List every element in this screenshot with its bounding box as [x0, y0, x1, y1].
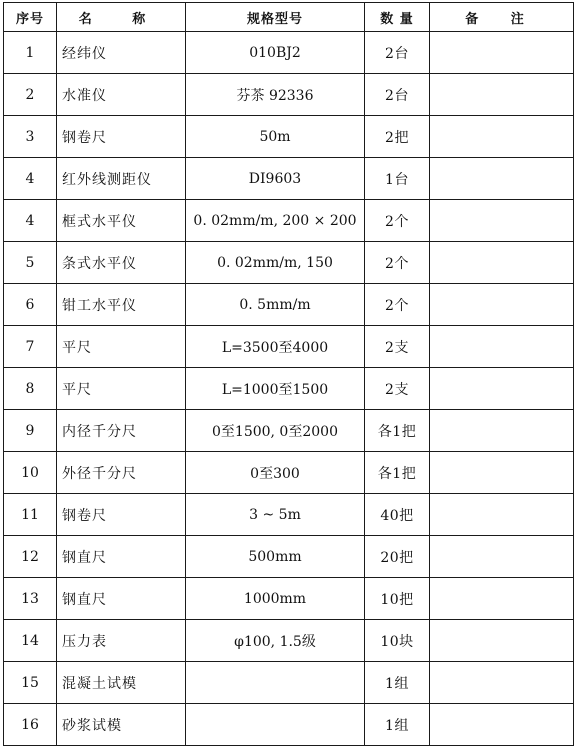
- cell-index: 1: [4, 32, 57, 74]
- cell-index: 2: [4, 74, 57, 116]
- cell-note: [430, 410, 574, 452]
- cell-index: 13: [4, 578, 57, 620]
- cell-index: 3: [4, 116, 57, 158]
- cell-note: [430, 158, 574, 200]
- cell-qty: 2支: [365, 326, 430, 368]
- cell-name: 钢卷尺: [57, 116, 186, 158]
- cell-spec: 0. 02mm/m, 150: [186, 242, 365, 284]
- cell-name: 钳工水平仪: [57, 284, 186, 326]
- table-row: [4, 410, 574, 452]
- cell-name: 压力表: [57, 620, 186, 662]
- cell-name: 砂浆试模: [57, 704, 186, 746]
- cell-note: [430, 536, 574, 578]
- cell-qty: 1组: [365, 662, 430, 704]
- instrument-table: [3, 2, 574, 746]
- table-row: [4, 326, 574, 368]
- header-spec: 规格型号: [186, 3, 365, 32]
- cell-name: 钢直尺: [57, 578, 186, 620]
- cell-index: 12: [4, 536, 57, 578]
- cell-index: 11: [4, 494, 57, 536]
- cell-index: 6: [4, 284, 57, 326]
- table-row: [4, 200, 574, 242]
- header-note: 备 注: [430, 3, 574, 32]
- cell-spec: DI9603: [186, 158, 365, 200]
- table-row: [4, 32, 574, 74]
- cell-name: 经纬仪: [57, 32, 186, 74]
- cell-index: 4: [4, 200, 57, 242]
- table-row: [4, 368, 574, 410]
- cell-note: [430, 74, 574, 116]
- table-row: [4, 578, 574, 620]
- cell-note: [430, 284, 574, 326]
- cell-name: 条式水平仪: [57, 242, 186, 284]
- cell-spec: 010BJ2: [186, 32, 365, 74]
- cell-index: 7: [4, 326, 57, 368]
- cell-spec: L=3500至4000: [186, 326, 365, 368]
- table-row: [4, 116, 574, 158]
- cell-name: 外径千分尺: [57, 452, 186, 494]
- table-row: [4, 704, 574, 746]
- cell-index: 16: [4, 704, 57, 746]
- cell-index: 8: [4, 368, 57, 410]
- cell-note: [430, 662, 574, 704]
- cell-name: 框式水平仪: [57, 200, 186, 242]
- table-row: [4, 662, 574, 704]
- cell-name: 平尺: [57, 368, 186, 410]
- cell-note: [430, 32, 574, 74]
- cell-index: 10: [4, 452, 57, 494]
- table-body: [4, 32, 574, 746]
- cell-name: 红外线测距仪: [57, 158, 186, 200]
- cell-qty: 20把: [365, 536, 430, 578]
- cell-qty: 2台: [365, 74, 430, 116]
- cell-spec: φ100, 1.5级: [186, 620, 365, 662]
- table-row: [4, 536, 574, 578]
- cell-note: [430, 452, 574, 494]
- cell-note: [430, 116, 574, 158]
- cell-qty: 1组: [365, 704, 430, 746]
- cell-qty: 10块: [365, 620, 430, 662]
- cell-qty: 40把: [365, 494, 430, 536]
- cell-qty: 各1把: [365, 452, 430, 494]
- cell-spec: 50m: [186, 116, 365, 158]
- table-row: [4, 158, 574, 200]
- cell-qty: 2个: [365, 200, 430, 242]
- cell-note: [430, 620, 574, 662]
- table-header: [4, 3, 574, 32]
- header-qty: 数 量: [365, 3, 430, 32]
- cell-note: [430, 494, 574, 536]
- header-index: 序号: [4, 3, 57, 32]
- cell-note: [430, 242, 574, 284]
- cell-index: 14: [4, 620, 57, 662]
- cell-spec: [186, 704, 365, 746]
- cell-name: 混凝土试模: [57, 662, 186, 704]
- header-name: 名 称: [57, 3, 186, 32]
- cell-qty: 10把: [365, 578, 430, 620]
- cell-qty: 2支: [365, 368, 430, 410]
- cell-name: 内径千分尺: [57, 410, 186, 452]
- cell-spec: 0. 5mm/m: [186, 284, 365, 326]
- cell-index: 15: [4, 662, 57, 704]
- cell-qty: 2个: [365, 284, 430, 326]
- cell-spec: 0. 02mm/m, 200 × 200: [186, 200, 365, 242]
- cell-name: 钢直尺: [57, 536, 186, 578]
- table-row: [4, 452, 574, 494]
- cell-note: [430, 326, 574, 368]
- cell-spec: 3 ~ 5m: [186, 494, 365, 536]
- cell-note: [430, 200, 574, 242]
- cell-spec: 500mm: [186, 536, 365, 578]
- cell-note: [430, 368, 574, 410]
- table-row: [4, 494, 574, 536]
- cell-qty: 1台: [365, 158, 430, 200]
- cell-qty: 2个: [365, 242, 430, 284]
- cell-name: 钢卷尺: [57, 494, 186, 536]
- cell-note: [430, 578, 574, 620]
- cell-spec: 1000mm: [186, 578, 365, 620]
- cell-note: [430, 704, 574, 746]
- cell-qty: 各1把: [365, 410, 430, 452]
- cell-qty: 2台: [365, 32, 430, 74]
- cell-name: 平尺: [57, 326, 186, 368]
- cell-spec: 0至1500, 0至2000: [186, 410, 365, 452]
- table-row: [4, 284, 574, 326]
- cell-spec: 芬茶 92336: [186, 74, 365, 116]
- cell-spec: L=1000至1500: [186, 368, 365, 410]
- table-row: [4, 620, 574, 662]
- cell-spec: 0至300: [186, 452, 365, 494]
- header-row: [4, 3, 574, 32]
- cell-name: 水准仪: [57, 74, 186, 116]
- cell-qty: 2把: [365, 116, 430, 158]
- table-row: [4, 242, 574, 284]
- table-row: [4, 74, 574, 116]
- cell-index: 4: [4, 158, 57, 200]
- cell-spec: [186, 662, 365, 704]
- cell-index: 5: [4, 242, 57, 284]
- cell-index: 9: [4, 410, 57, 452]
